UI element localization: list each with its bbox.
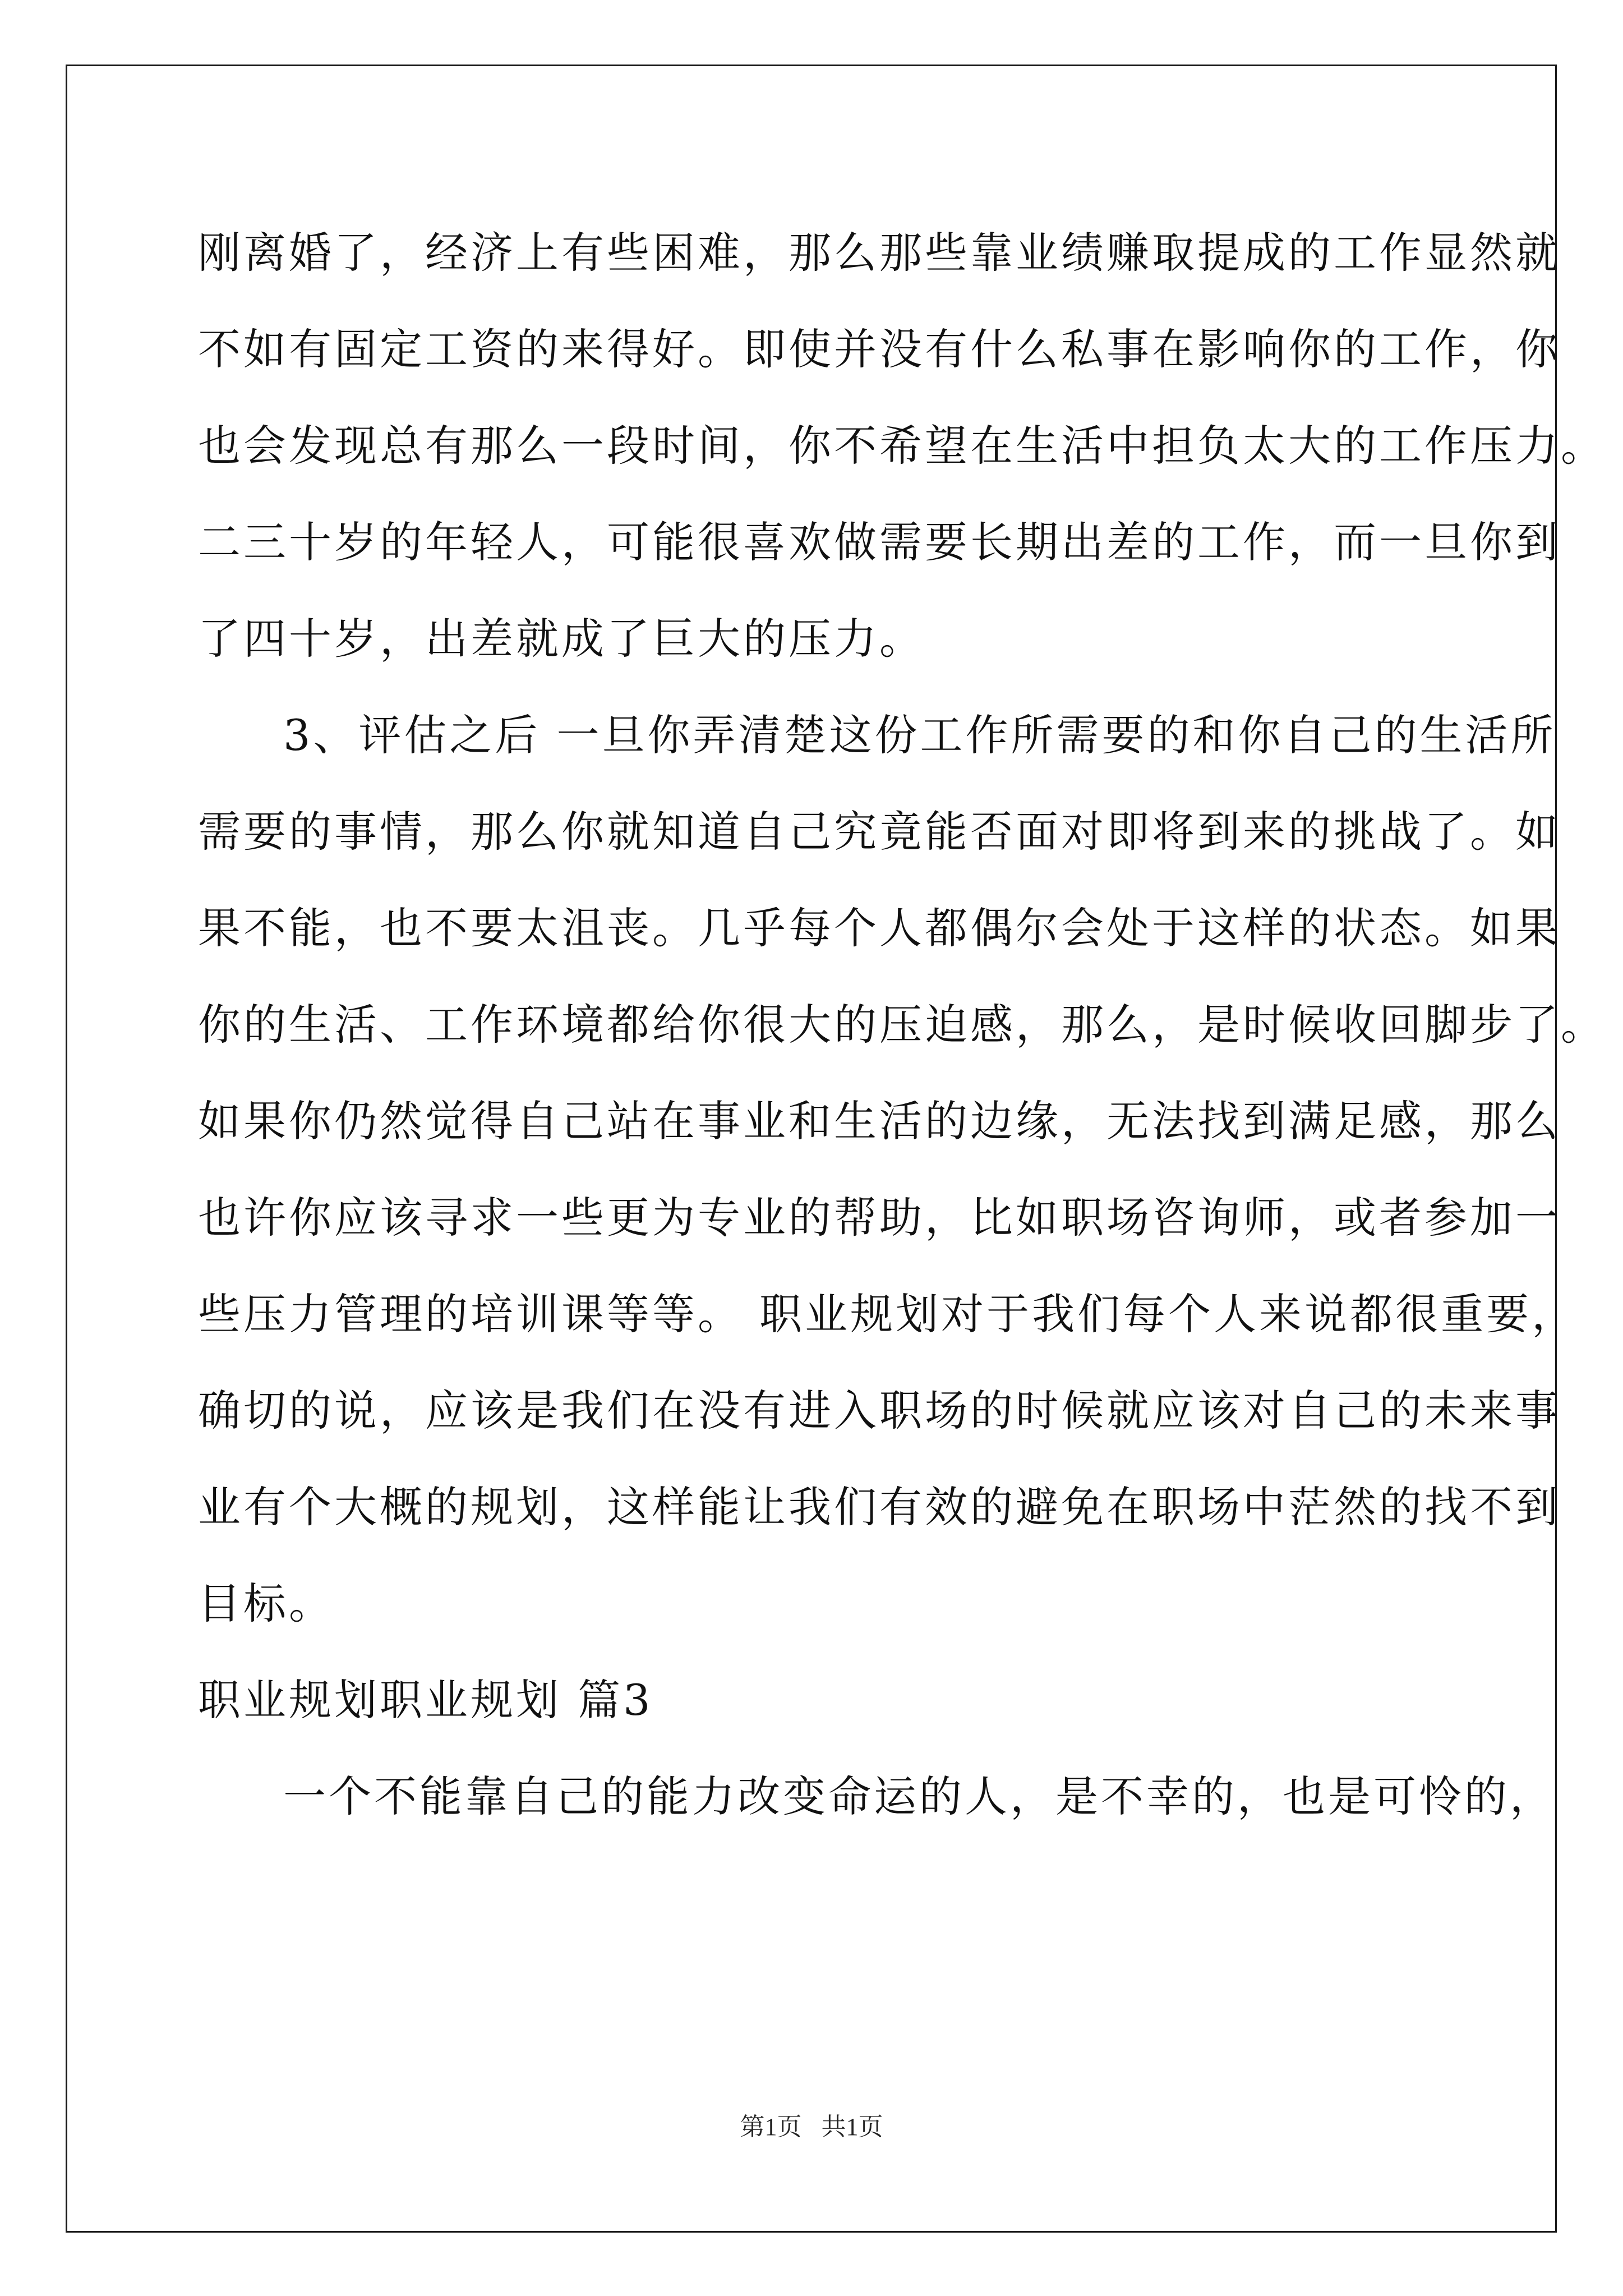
- text-line: 一个不能靠自己的能力改变命运的人，是不幸的，也是可怜的，: [283, 1772, 1555, 1821]
- text-line: 确切的说，应该是我们在没有进入职场的时候就应该对自己的未来事: [198, 1386, 1561, 1435]
- text-line: 不如有固定工资的来得好。即使并没有什么私事在影响你的工作，你: [198, 324, 1561, 374]
- text-line: 些压力管理的培训课等等。 职业规划对于我们每个人来说都很重要，: [198, 1289, 1578, 1339]
- page-number: 第1页: [740, 2113, 802, 2141]
- text-line: 3、评估之后 一旦你弄清楚这份工作所需要的和你自己的生活所: [283, 710, 1556, 760]
- page-footer: [0, 2110, 1623, 2144]
- section-heading: 职业规划职业规划 篇3: [198, 1675, 653, 1725]
- text-line: 了四十岁，出差就成了巨大的压力。: [198, 614, 925, 664]
- text-line: 目标。: [198, 1579, 334, 1628]
- text-line: 果不能，也不要太沮丧。几乎每个人都偶尔会处于这样的状态。如果: [198, 903, 1561, 953]
- text-line: 刚离婚了，经济上有些困难，那么那些靠业绩赚取提成的工作显然就: [198, 228, 1561, 278]
- text-line: 也许你应该寻求一些更为专业的帮助，比如职场咨询师，或者参加一: [198, 1193, 1561, 1243]
- document-body: [198, 205, 1606, 1845]
- page-total: 共1页: [821, 2113, 883, 2141]
- text-line: 二三十岁的年轻人，可能很喜欢做需要长期出差的工作，而一旦你到: [198, 517, 1561, 567]
- text-line: 需要的事情，那么你就知道自己究竟能否面对即将到来的挑战了。如: [198, 807, 1561, 857]
- text-line: 业有个大概的规划，这样能让我们有效的避免在职场中茫然的找不到: [198, 1482, 1561, 1532]
- text-line: 你的生活、工作环境都给你很大的压迫感，那么，是时候收回脚步了。: [198, 1000, 1606, 1050]
- text-line: 也会发现总有那么一段时间，你不希望在生活中担负太大的工作压力。: [198, 421, 1606, 471]
- text-line: 如果你仍然觉得自己站在事业和生活的边缘，无法找到满足感，那么: [198, 1096, 1561, 1146]
